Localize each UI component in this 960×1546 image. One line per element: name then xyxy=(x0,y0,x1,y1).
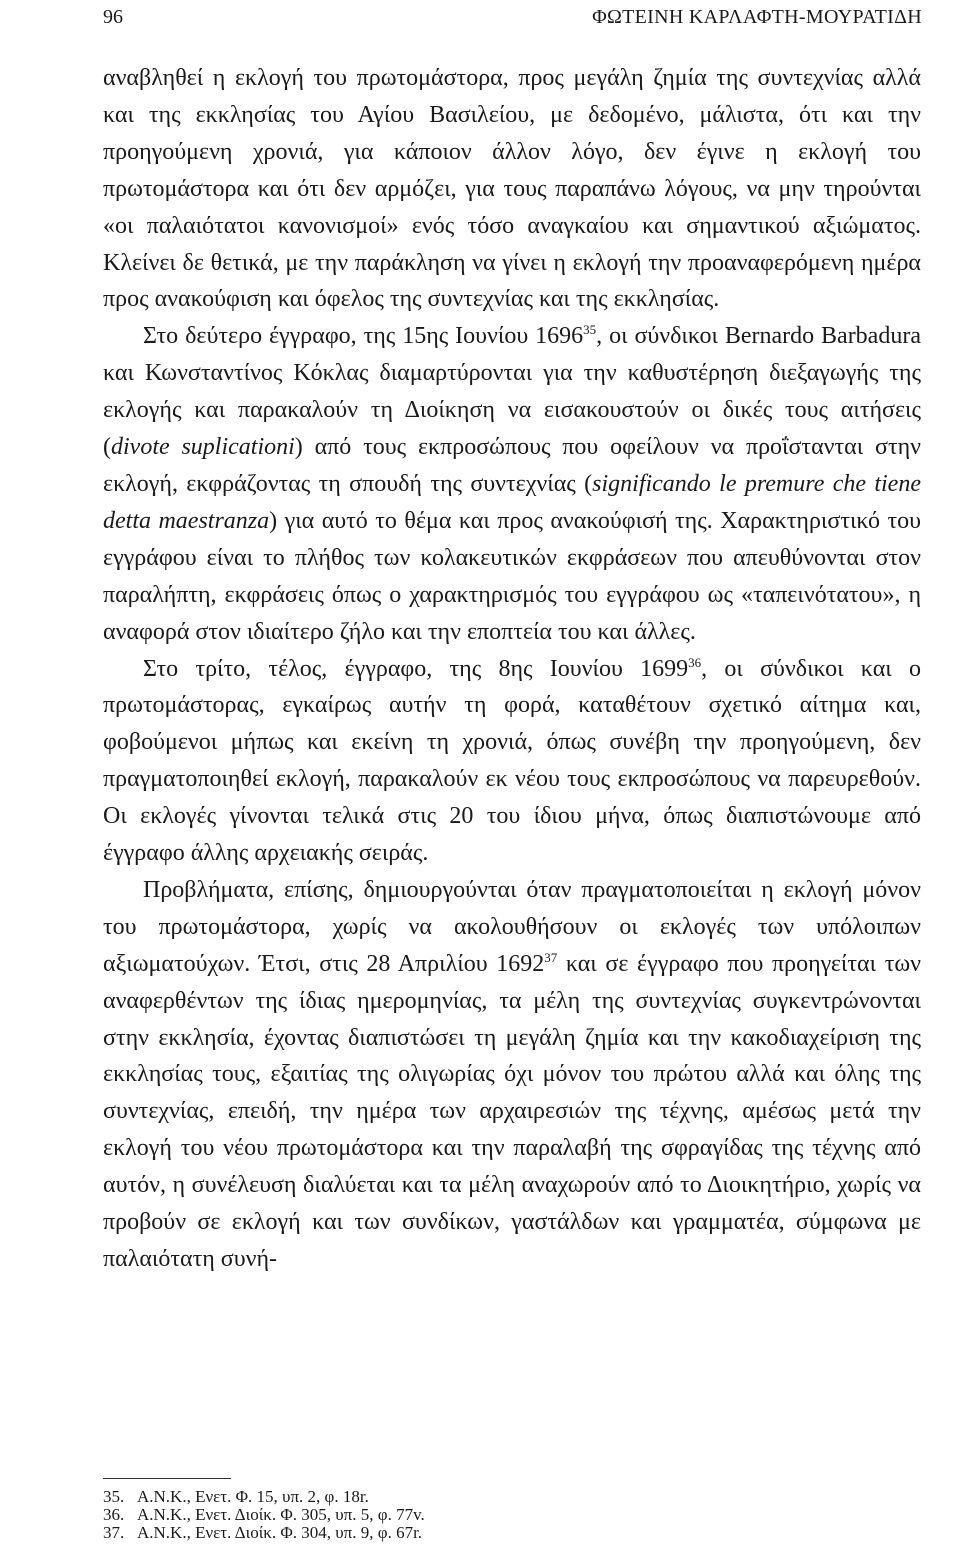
text-run: Στο τρίτο, τέλος, έγγραφο, της 8ης Ιουνίου 1699 xyxy=(143,655,689,682)
footnote-reference: 35 xyxy=(583,322,597,338)
footnote-reference: 36 xyxy=(688,654,702,670)
footnote-divider xyxy=(103,1478,231,1479)
footnote-number: 37. xyxy=(103,1523,125,1542)
text-run: , οι σύνδικοι Bernardo Barbadura και Κωνσταντίνος Κόκλας διαμαρτύρονται για την καθυστέρηση διεξαγωγής της εκλογής και παρακαλούν τη Διοίκηση να εισακουστούν οι δικές τους αιτήσεις ( xyxy=(103,323,921,461)
running-title: ΦΩΤΕΙΝΗ ΚΑΡΛΑΦΤΗ-ΜΟΥΡΑΤΙΔΗ xyxy=(592,6,922,28)
footnote xyxy=(103,1524,921,1542)
footnote-text: Α.Ν.Κ., Ενετ. Φ. 15, υπ. 2, φ. 18r. xyxy=(137,1487,369,1506)
footnote-text: Α.Ν.Κ., Ενετ. Διοίκ. Φ. 305, υπ. 5, φ. 77v. xyxy=(137,1505,425,1524)
footnote xyxy=(103,1488,921,1506)
text-run: Προβλήματα, επίσης, δημιουργούνται όταν πραγματοποιείται η εκλογή μόνον του πρωτομάστορα, χωρίς να ακολουθήσουν οι εκλογές των υπόλοιπων αξιωματούχων. Έτσι, στις 28 Απριλίου 1692 xyxy=(103,876,921,977)
footnote-text: Α.Ν.Κ., Ενετ. Διοίκ. Φ. 304, υπ. 9, φ. 67r. xyxy=(137,1523,423,1542)
paragraph xyxy=(103,318,921,650)
footnotes xyxy=(103,1488,921,1542)
page-number: 96 xyxy=(103,6,123,28)
body-text xyxy=(103,60,921,1278)
footnote-number: 36. xyxy=(103,1505,125,1524)
paragraph xyxy=(103,872,921,1278)
page-header xyxy=(103,6,922,38)
italic-phrase: significando le premure che tiene detta maestranza xyxy=(103,470,921,534)
text-run: Στο δεύτερο έγγραφο, της 15ης Ιουνίου 1696 xyxy=(143,323,584,350)
paragraph xyxy=(103,651,921,872)
text-run: αναβληθεί η εκλογή του πρωτομάστορα, προς μεγάλη ζημία της συντεχνίας αλλά και της εκκλησίας του Αγίου Βασιλείου, με δεδομένο, μάλιστα, ότι και την προηγούμενη χρονιά, για κάποιον άλλον λόγο, δεν έγινε η εκλογή του πρωτομάστορα και ότι δεν αρμόζει, για τους παραπάνω λόγους, να μην τηρούνται «οι παλαιότατοι κανονισμοί» ενός τόσο αναγκαίου και σημαντικού αξιώματος. Κλείνει δε θετικά, με την παράκληση να γίνει η εκλογή την προαναφερόμενη ημέρα προς ανακούφιση και όφελος της συντεχνίας και της εκκλησίας. xyxy=(103,65,921,313)
footnote-number: 35. xyxy=(103,1487,125,1506)
text-run: ) από τους εκπροσώπους που οφείλουν να προΐστανται στην εκλογή, εκφράζοντας τη σπουδή της συντεχνίας ( xyxy=(103,434,921,497)
text-run: , οι σύνδικοι και ο πρωτομάστορας, εγκαίρως αυτήν τη φορά, καταθέτουν σχετικό αίτημα και, φοβούμενοι μήπως και εκείνη τη χρονιά, όπως συνέβη την προηγούμενη, δεν πραγματοποιηθεί εκλογή, παρακαλούν εκ νέου τους εκπροσώπους να παρευρεθούν. Οι εκλογές γίνονται τελικά στις 20 του ίδιου μήνα, όπως διαπιστώνουμε από έγγραφο άλλης αρχειακής σειράς. xyxy=(103,655,921,867)
text-run: και σε έγγραφο που προηγείται των αναφερθέντων της ίδιας ημερομηνίας, τα μέλη της συντεχνίας συγκεντρώνονται στην εκκλησία, έχοντας διαπιστώσει τη μεγάλη ζημία και την κακοδιαχείριση της εκκλησίας τους, εξαιτίας της ολιγωρίας όχι μόνον του πρώτου αλλά και όλης της συντεχνίας, επειδή, την ημέρα των αρχαιρεσιών της τέχνης, αμέσως μετά την εκλογή του νέου πρωτομάστορα και την παραλαβή της σφραγίδας της τέχνης από αυτόν, η συνέλευση διαλύεται και τα μέλη αναχωρούν από το Διοικητήριο, χωρίς να προβούν σε εκλογή και των συνδίκων, γαστάλδων και γραμματέα, σύμφωνα με παλαιότατη συνή- xyxy=(103,950,921,1272)
text-run: ) για αυτό το θέμα και προς ανακούφισή της. Χαρακτηριστικό του εγγράφου είναι το πλήθος των κολακευτικών εκφράσεων που απευθύνονται στον παραλήπτη, εκφράσεις όπως ο χαρακτηρισμός του εγγράφου ως «ταπεινότατου», η αναφορά στον ιδιαίτερο ζήλο και την εποπτεία του και άλλες. xyxy=(103,507,921,645)
footnote xyxy=(103,1506,921,1524)
footnote-reference: 37 xyxy=(544,949,558,965)
paragraph xyxy=(103,60,921,318)
italic-phrase: divote suplicationi xyxy=(111,434,295,461)
